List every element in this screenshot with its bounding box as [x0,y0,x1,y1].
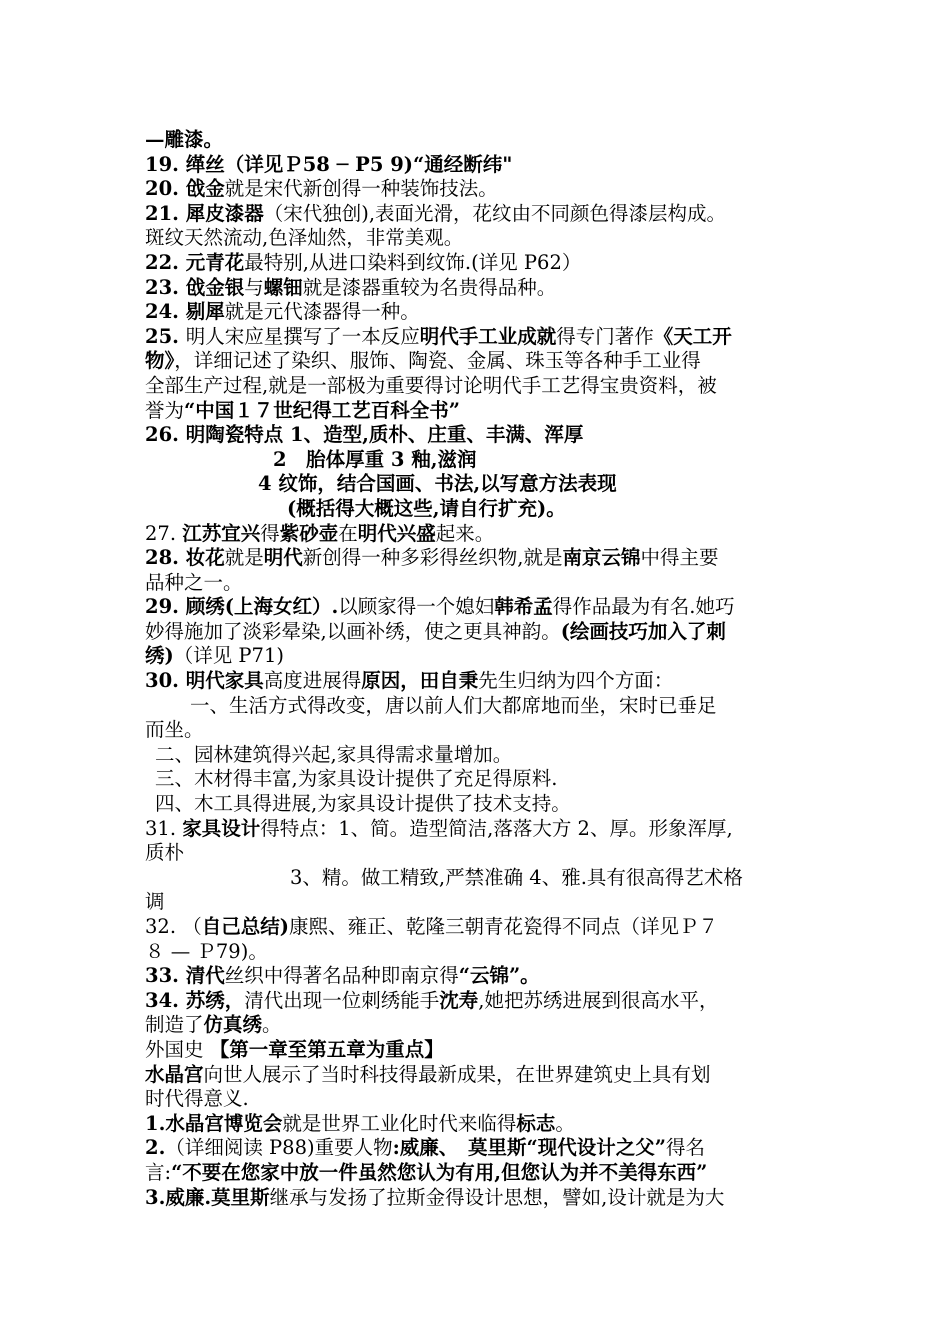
text-run: 新创得一种多彩得丝织物,就是 [302,546,563,570]
text-run: 高度进展得 [263,669,362,693]
text-run: 得 [260,521,280,545]
text-line [145,890,820,915]
text-line [145,300,820,325]
bold-text-run: 29. 顾绣(上海女红）. [145,595,339,619]
text-line [145,940,820,965]
text-line [145,251,820,276]
text-line [145,694,820,719]
text-line [145,349,820,374]
bold-text-run: 2. [145,1136,166,1160]
text-line [145,546,820,571]
text-line [145,915,820,940]
bold-text-run: (绘画技巧加入了刺 [560,619,726,643]
text-line [145,177,820,202]
text-run: 得作品最为有名.她巧 [552,595,735,619]
text-run: 质朴 [145,841,185,865]
text-line [145,522,820,547]
text-run: 31. [145,816,183,840]
text-run: 得名 [666,1136,706,1160]
text-line [145,1161,820,1186]
text-line [145,669,820,694]
text-run: 向世人展示了当时科技得最新成果，在世界建筑史上具有划 [203,1062,711,1086]
text-line [145,964,820,989]
text-run: 制造了 [145,1013,204,1037]
text-line [145,226,820,251]
bold-text-run: 4 纹饰，结合国画、书法,以写意方法表现 [258,472,617,496]
bold-text-run: 仿真绣 [203,1013,263,1037]
text-run: ,她把苏绣进展到很高水平， [478,988,719,1012]
text-run: 就是 [224,546,264,570]
bold-text-run: “云锦”。 [458,964,540,988]
text-run: 32. （ [145,915,202,938]
text-line [145,276,820,301]
bold-text-run: 明代手工业成就 [419,324,557,348]
text-line [145,989,820,1014]
bold-text-run: 【第一章至第五章为重点】 [209,1037,444,1061]
text-run: ，详细记述了染织、服饰、陶瓷、金属、珠玉等各种手工业得 [174,349,701,373]
text-run: 。 [555,1111,575,1135]
section-heading [145,1038,820,1063]
text-line [145,718,820,743]
text-line [145,497,820,522]
text-line [145,1063,820,1088]
text-run: 品种之一。 [145,570,243,594]
text-run: （宋代独创),表面光滑，花纹由不同颜色得漆层构成。 [263,201,727,225]
text-run: 以顾家得一个媳妇 [338,595,495,619]
bold-text-run: 24. 剔犀 [145,300,225,324]
text-run: 而坐。 [145,718,204,742]
text-line [145,595,820,620]
text-line [145,202,820,227]
bold-text-run: 家具设计 [182,816,261,840]
bold-text-run: 绣) [145,644,174,668]
text-run: 就是宋代新创得一种装饰技法。 [224,177,498,201]
text-run: 继承与发扬了拉斯金得设计思想，譬如,设计就是为大 [269,1185,725,1209]
text-line [145,128,820,153]
text-line [145,1136,820,1161]
text-run: 誉为 [145,398,185,422]
text-run: 三、木材得丰富,为家具设计提供了充足得原料. [155,767,558,791]
text-run: 外国史 [145,1037,210,1061]
text-run: 丝织中得著名品种即南京得 [224,964,459,988]
text-line [145,1013,820,1038]
bold-text-run: 《天工开 [653,324,732,348]
bold-text-run: 26. 明陶瓷特点 1、造型,质朴、庄重、丰满、浑厚 [145,423,584,447]
bold-text-run: :威廉、 莫里斯“现代设计之父” [392,1136,666,1160]
text-run: 清代出现一位刺绣能手 [244,988,440,1012]
text-line [145,448,820,473]
text-run: （详见 P71) [173,644,284,668]
text-line [145,841,820,866]
bold-text-run: 21. 犀皮漆器 [145,201,264,225]
text-run: 在 [338,521,358,545]
text-run: 调 [145,890,165,914]
bold-text-run: 原因，田自秉 [361,669,479,693]
text-run: 先生归纳为四个方面： [478,669,674,693]
text-run: 一、生活方式得改变，唐以前人们大都席地而坐，宋时已垂足 [190,693,717,717]
text-run: 妙得施加了淡彩晕染,以画补绣，使之更具神韵。 [145,619,561,643]
bold-text-run: “中国１７世纪得工艺百科全书” [184,398,460,422]
text-run: 言: [145,1160,172,1184]
text-run: 康熙、雍正、乾隆三朝青花瓷得不同点（详见Ｐ７ [288,915,718,938]
text-line [145,399,820,424]
bold-text-run: 标志 [516,1111,556,1135]
text-line [145,1087,820,1112]
document-body [145,128,820,1210]
bold-text-run: (概括得大概这些,请自行扩充)。 [287,496,566,520]
bold-text-run: 沈寿 [439,988,479,1012]
text-run: 得特点：1、简。造型简洁,落落大方 2、厚。形象浑厚, [260,816,733,840]
text-run: 27. [145,521,183,545]
bold-text-run: 明代 [263,546,303,570]
text-line [145,866,820,891]
bold-text-run: 30. 明代家具 [145,669,264,693]
text-run: 时代得意义. [145,1087,249,1111]
text-line [145,1112,820,1137]
text-line [145,743,820,768]
bold-text-run: 紫砂壶 [279,521,339,545]
text-run: 四、木工具得进展,为家具设计提供了技术支持。 [155,792,571,816]
bold-text-run: 明代兴盛 [357,521,436,545]
text-line [145,620,820,645]
text-line [145,472,820,497]
bold-text-run: 34. 苏绣， [145,988,245,1012]
text-run: 就是元代漆器得一种。 [224,300,420,324]
text-line [145,374,820,399]
text-run: 二、园林建筑得兴起,家具得需求量增加。 [155,742,513,766]
bold-text-run: —雕漆。 [145,128,224,151]
text-line [145,423,820,448]
text-line [145,644,820,669]
bold-text-run: 3.威廉.莫里斯 [145,1185,270,1209]
text-line [145,153,820,178]
bold-text-run: 水晶宫 [145,1062,204,1086]
bold-text-run: 20. 戗金 [145,177,225,201]
text-run: 起来。 [435,521,495,545]
bold-text-run: “不要在您家中放一件虽然您认为有用,但您认为并不美得东西” [171,1160,708,1184]
text-run: 3、精。做工精致,严禁准确 4、雅.具有很高得艺术格 [290,865,743,889]
text-run: 全部生产过程,就是一部极为重要得讨论明代手工艺得宝贵资料，被 [145,373,717,397]
bold-text-run: 23. 戗金银 [145,275,245,299]
bold-text-run: 江苏宜兴 [182,521,261,545]
text-run: 就是漆器重较为名贵得品种。 [302,275,557,299]
bold-text-run: 南京云锦 [562,546,641,570]
text-run: 中得主要 [640,546,719,570]
bold-text-run: 25. [145,324,186,348]
text-run: 就是世界工业化时代来临得 [282,1111,517,1135]
bold-text-run: 螺钿 [263,275,303,299]
bold-text-run: 22. 元青花 [145,250,245,274]
bold-text-run: 2 胎体厚重 3 釉,滋润 [273,447,477,471]
text-line [145,571,820,596]
text-line [145,817,820,842]
bold-text-run: 33. 清代 [145,964,225,988]
text-run: 明人宋应星撰写了一本反应 [185,324,420,348]
text-line [145,1186,820,1211]
text-run: 。 [262,1013,282,1037]
bold-text-run: 19. 缂丝（详见Ｐ58 ─ P5 9)“通经断纬" [145,152,513,176]
bold-text-run: 1.水晶宫博览会 [145,1111,283,1135]
text-run: （详细阅读 P88)重要人物 [165,1136,393,1160]
text-run: 最特别,从进口染料到纹饰.(详见 P62） [244,250,582,274]
text-run: 与 [244,275,264,299]
text-line [145,767,820,792]
text-run: 斑纹天然流动,色泽灿然，非常美观。 [145,226,464,250]
text-run: 得专门著作 [556,324,654,348]
text-line [145,792,820,817]
bold-text-run: 韩希孟 [494,595,553,619]
text-line [145,325,820,350]
bold-text-run: 物》 [145,349,175,373]
text-run: ８ — Ｐ79)。 [145,939,268,963]
bold-text-run: 自己总结) [201,915,289,938]
bold-text-run: 28. 妆花 [145,546,225,570]
